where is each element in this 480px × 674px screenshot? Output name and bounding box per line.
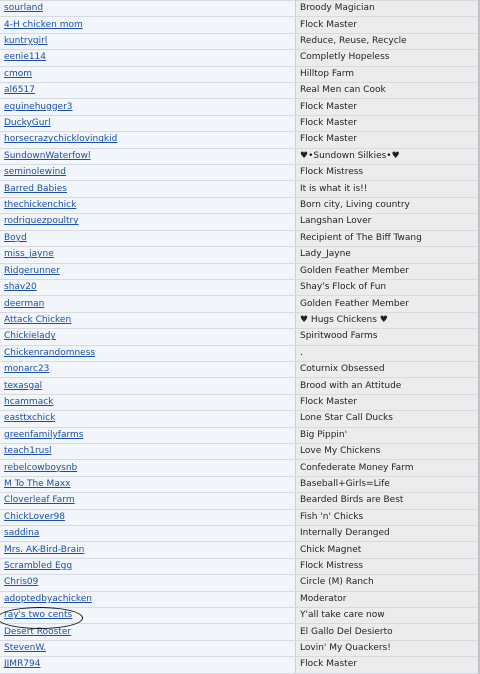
member-row: [0, 476, 480, 492]
username-cell: [0, 476, 296, 492]
member-row: [0, 247, 480, 263]
member-title: El Gallo Del Desierto: [296, 624, 480, 640]
member-row: [0, 263, 480, 279]
member-link[interactable]: Chickielady: [4, 331, 56, 342]
member-row: [0, 427, 480, 443]
member-title: Langshan Lover: [296, 214, 480, 230]
member-link[interactable]: rodriguezpoultry: [4, 216, 79, 227]
member-link[interactable]: 4-H chicken mom: [4, 19, 83, 30]
member-title: Flock Master: [296, 132, 480, 148]
member-link[interactable]: texasgal: [4, 380, 43, 391]
member-link[interactable]: SundownWaterfowl: [4, 150, 91, 161]
username-cell: [0, 361, 296, 377]
member-row: [0, 624, 480, 640]
username-cell: [0, 657, 296, 673]
username-cell: [0, 460, 296, 476]
member-link[interactable]: Scrambled Egg: [4, 561, 73, 572]
member-link[interactable]: rebelcowboysnb: [4, 462, 78, 473]
member-title: Lone Star Call Ducks: [296, 411, 480, 427]
username-cell: [0, 345, 296, 361]
member-title: Coturnix Obsessed: [296, 361, 480, 377]
member-link[interactable]: greenfamilyfarms: [4, 429, 84, 440]
member-title: Internally Deranged: [296, 526, 480, 542]
member-title: Flock Mistress: [296, 558, 480, 574]
member-link[interactable]: Cloverleaf Farm: [4, 495, 75, 506]
member-link[interactable]: Boyd: [4, 232, 27, 243]
member-link[interactable]: saddina: [4, 528, 40, 539]
username-cell: [0, 1, 296, 17]
member-link[interactable]: JJMR794: [4, 659, 41, 670]
username-cell: [0, 165, 296, 181]
member-row: [0, 526, 480, 542]
member-title: Love My Chickens: [296, 443, 480, 459]
member-title: Flock Mistress: [296, 165, 480, 181]
member-row: [0, 591, 480, 607]
username-cell: [0, 50, 296, 66]
username-cell: [0, 214, 296, 230]
member-title: Hilltop Farm: [296, 66, 480, 82]
member-title: Completly Hopeless: [296, 50, 480, 66]
username-cell: [0, 181, 296, 197]
member-link[interactable]: al6517: [4, 85, 35, 96]
member-link[interactable]: M To The Maxx: [4, 478, 71, 489]
member-row: [0, 279, 480, 295]
member-row: [0, 361, 480, 377]
member-link[interactable]: ChickLover98: [4, 511, 66, 522]
member-row-highlighted: [0, 608, 480, 624]
username-cell: [0, 558, 296, 574]
username-cell: [0, 263, 296, 279]
member-row: [0, 66, 480, 82]
username-cell: [0, 66, 296, 82]
username-cell: [0, 608, 296, 624]
member-link[interactable]: Barred Babies: [4, 183, 67, 194]
member-title: Fish 'n' Chicks: [296, 509, 480, 525]
member-title: Flock Master: [296, 17, 480, 33]
member-row: [0, 378, 480, 394]
member-title: Flock Master: [296, 657, 480, 673]
member-link[interactable]: StevenW.: [4, 643, 47, 654]
member-row: [0, 83, 480, 99]
member-title: Born city, Living country: [296, 197, 480, 213]
member-title: Golden Feather Member: [296, 296, 480, 312]
username-cell: [0, 115, 296, 131]
username-cell: [0, 542, 296, 558]
member-row: [0, 411, 480, 427]
member-row: [0, 197, 480, 213]
member-row: [0, 99, 480, 115]
member-row: [0, 575, 480, 591]
member-row: [0, 345, 480, 361]
member-title: Broody Magician: [296, 1, 480, 17]
member-title: Y'all take care now: [296, 608, 480, 624]
member-row: [0, 1, 480, 17]
username-cell: [0, 329, 296, 345]
member-link[interactable]: Attack Chicken: [4, 314, 72, 325]
member-row: [0, 558, 480, 574]
member-link[interactable]: hcammack: [4, 396, 54, 407]
member-link[interactable]: kuntrygirl: [4, 36, 48, 47]
member-row: [0, 460, 480, 476]
member-row: [0, 296, 480, 312]
member-title: Real Men can Cook: [296, 83, 480, 99]
member-title: Recipient of The Biff Twang: [296, 230, 480, 246]
member-link[interactable]: Mrs. AK-Bird-Brain: [4, 544, 85, 555]
username-cell: [0, 230, 296, 246]
member-link[interactable]: DuckyGurl: [4, 118, 51, 129]
member-link[interactable]: Ridgerunner: [4, 265, 60, 276]
member-title: Brood with an Attitude: [296, 378, 480, 394]
username-cell: [0, 575, 296, 591]
username-cell: [0, 509, 296, 525]
member-title: Baseball+Girls=Life: [296, 476, 480, 492]
member-row: [0, 17, 480, 33]
member-title: It is what it is!!: [296, 181, 480, 197]
username-cell: [0, 312, 296, 328]
member-row: [0, 181, 480, 197]
username-cell: [0, 394, 296, 410]
member-row: [0, 132, 480, 148]
username-cell: [0, 411, 296, 427]
member-title: Flock Master: [296, 99, 480, 115]
member-row: [0, 50, 480, 66]
member-title: Flock Master: [296, 115, 480, 131]
member-title: Golden Feather Member: [296, 263, 480, 279]
member-row: [0, 115, 480, 131]
member-title: Confederate Money Farm: [296, 460, 480, 476]
member-link[interactable]: cmom: [4, 68, 32, 79]
username-cell: [0, 279, 296, 295]
member-link[interactable]: horsecrazychicklovingkid: [4, 134, 118, 145]
member-title: Spiritwood Farms: [296, 329, 480, 345]
member-row: [0, 657, 480, 673]
username-cell: [0, 17, 296, 33]
member-link[interactable]: deerman: [4, 298, 45, 309]
member-link[interactable]: shav20: [4, 282, 37, 293]
member-link[interactable]: Chris09: [4, 577, 39, 588]
member-link[interactable]: teach1rusl: [4, 446, 52, 457]
member-title: Moderator: [296, 591, 480, 607]
member-link[interactable]: ray's two cents: [4, 610, 73, 621]
member-title: Big Pippin': [296, 427, 480, 443]
member-row: [0, 329, 480, 345]
username-cell: [0, 99, 296, 115]
member-row: [0, 312, 480, 328]
username-cell: [0, 443, 296, 459]
member-title: Flock Master: [296, 394, 480, 410]
member-title: Shay's Flock of Fun: [296, 279, 480, 295]
member-title: ♥•Sundown Silkies•♥: [296, 148, 480, 164]
username-cell: [0, 378, 296, 394]
username-cell: [0, 148, 296, 164]
member-title: Lady_Jayne: [296, 247, 480, 263]
member-link[interactable]: eenie114: [4, 52, 46, 63]
member-row: [0, 509, 480, 525]
member-link[interactable]: Chickenrandomness: [4, 347, 96, 358]
username-cell: [0, 296, 296, 312]
member-title: Lovin' My Quackers!: [296, 640, 480, 656]
username-cell: [0, 640, 296, 656]
member-row: [0, 542, 480, 558]
member-link[interactable]: miss_jayne: [4, 249, 54, 260]
member-title: Bearded Birds are Best: [296, 493, 480, 509]
username-cell: [0, 493, 296, 509]
member-link[interactable]: easttxchick: [4, 413, 56, 424]
member-title: Circle (M) Ranch: [296, 575, 480, 591]
member-title: Chick Magnet: [296, 542, 480, 558]
member-title: Reduce, Reuse, Recycle: [296, 33, 480, 49]
member-row: [0, 640, 480, 656]
member-row: [0, 230, 480, 246]
member-link[interactable]: adoptedbyachicken: [4, 593, 93, 604]
member-link[interactable]: seminolewind: [4, 167, 67, 178]
member-row: [0, 443, 480, 459]
member-row: [0, 33, 480, 49]
username-cell: [0, 83, 296, 99]
member-row: [0, 394, 480, 410]
member-link[interactable]: Desert Rooster: [4, 626, 72, 637]
username-cell: [0, 526, 296, 542]
member-row: [0, 214, 480, 230]
username-cell: [0, 247, 296, 263]
member-title: .: [296, 345, 480, 361]
username-cell: [0, 624, 296, 640]
member-link[interactable]: thechickenchick: [4, 200, 77, 211]
username-cell: [0, 33, 296, 49]
username-cell: [0, 197, 296, 213]
member-row: [0, 493, 480, 509]
member-link[interactable]: monarc23: [4, 364, 50, 375]
member-link[interactable]: sourland: [4, 3, 44, 14]
username-cell: [0, 591, 296, 607]
member-title: ♥ Hugs Chickens ♥: [296, 312, 480, 328]
member-row: [0, 165, 480, 181]
username-cell: [0, 132, 296, 148]
member-link[interactable]: equinehugger3: [4, 101, 73, 112]
member-row: [0, 148, 480, 164]
username-cell: [0, 427, 296, 443]
members-table-body: [0, 1, 480, 674]
